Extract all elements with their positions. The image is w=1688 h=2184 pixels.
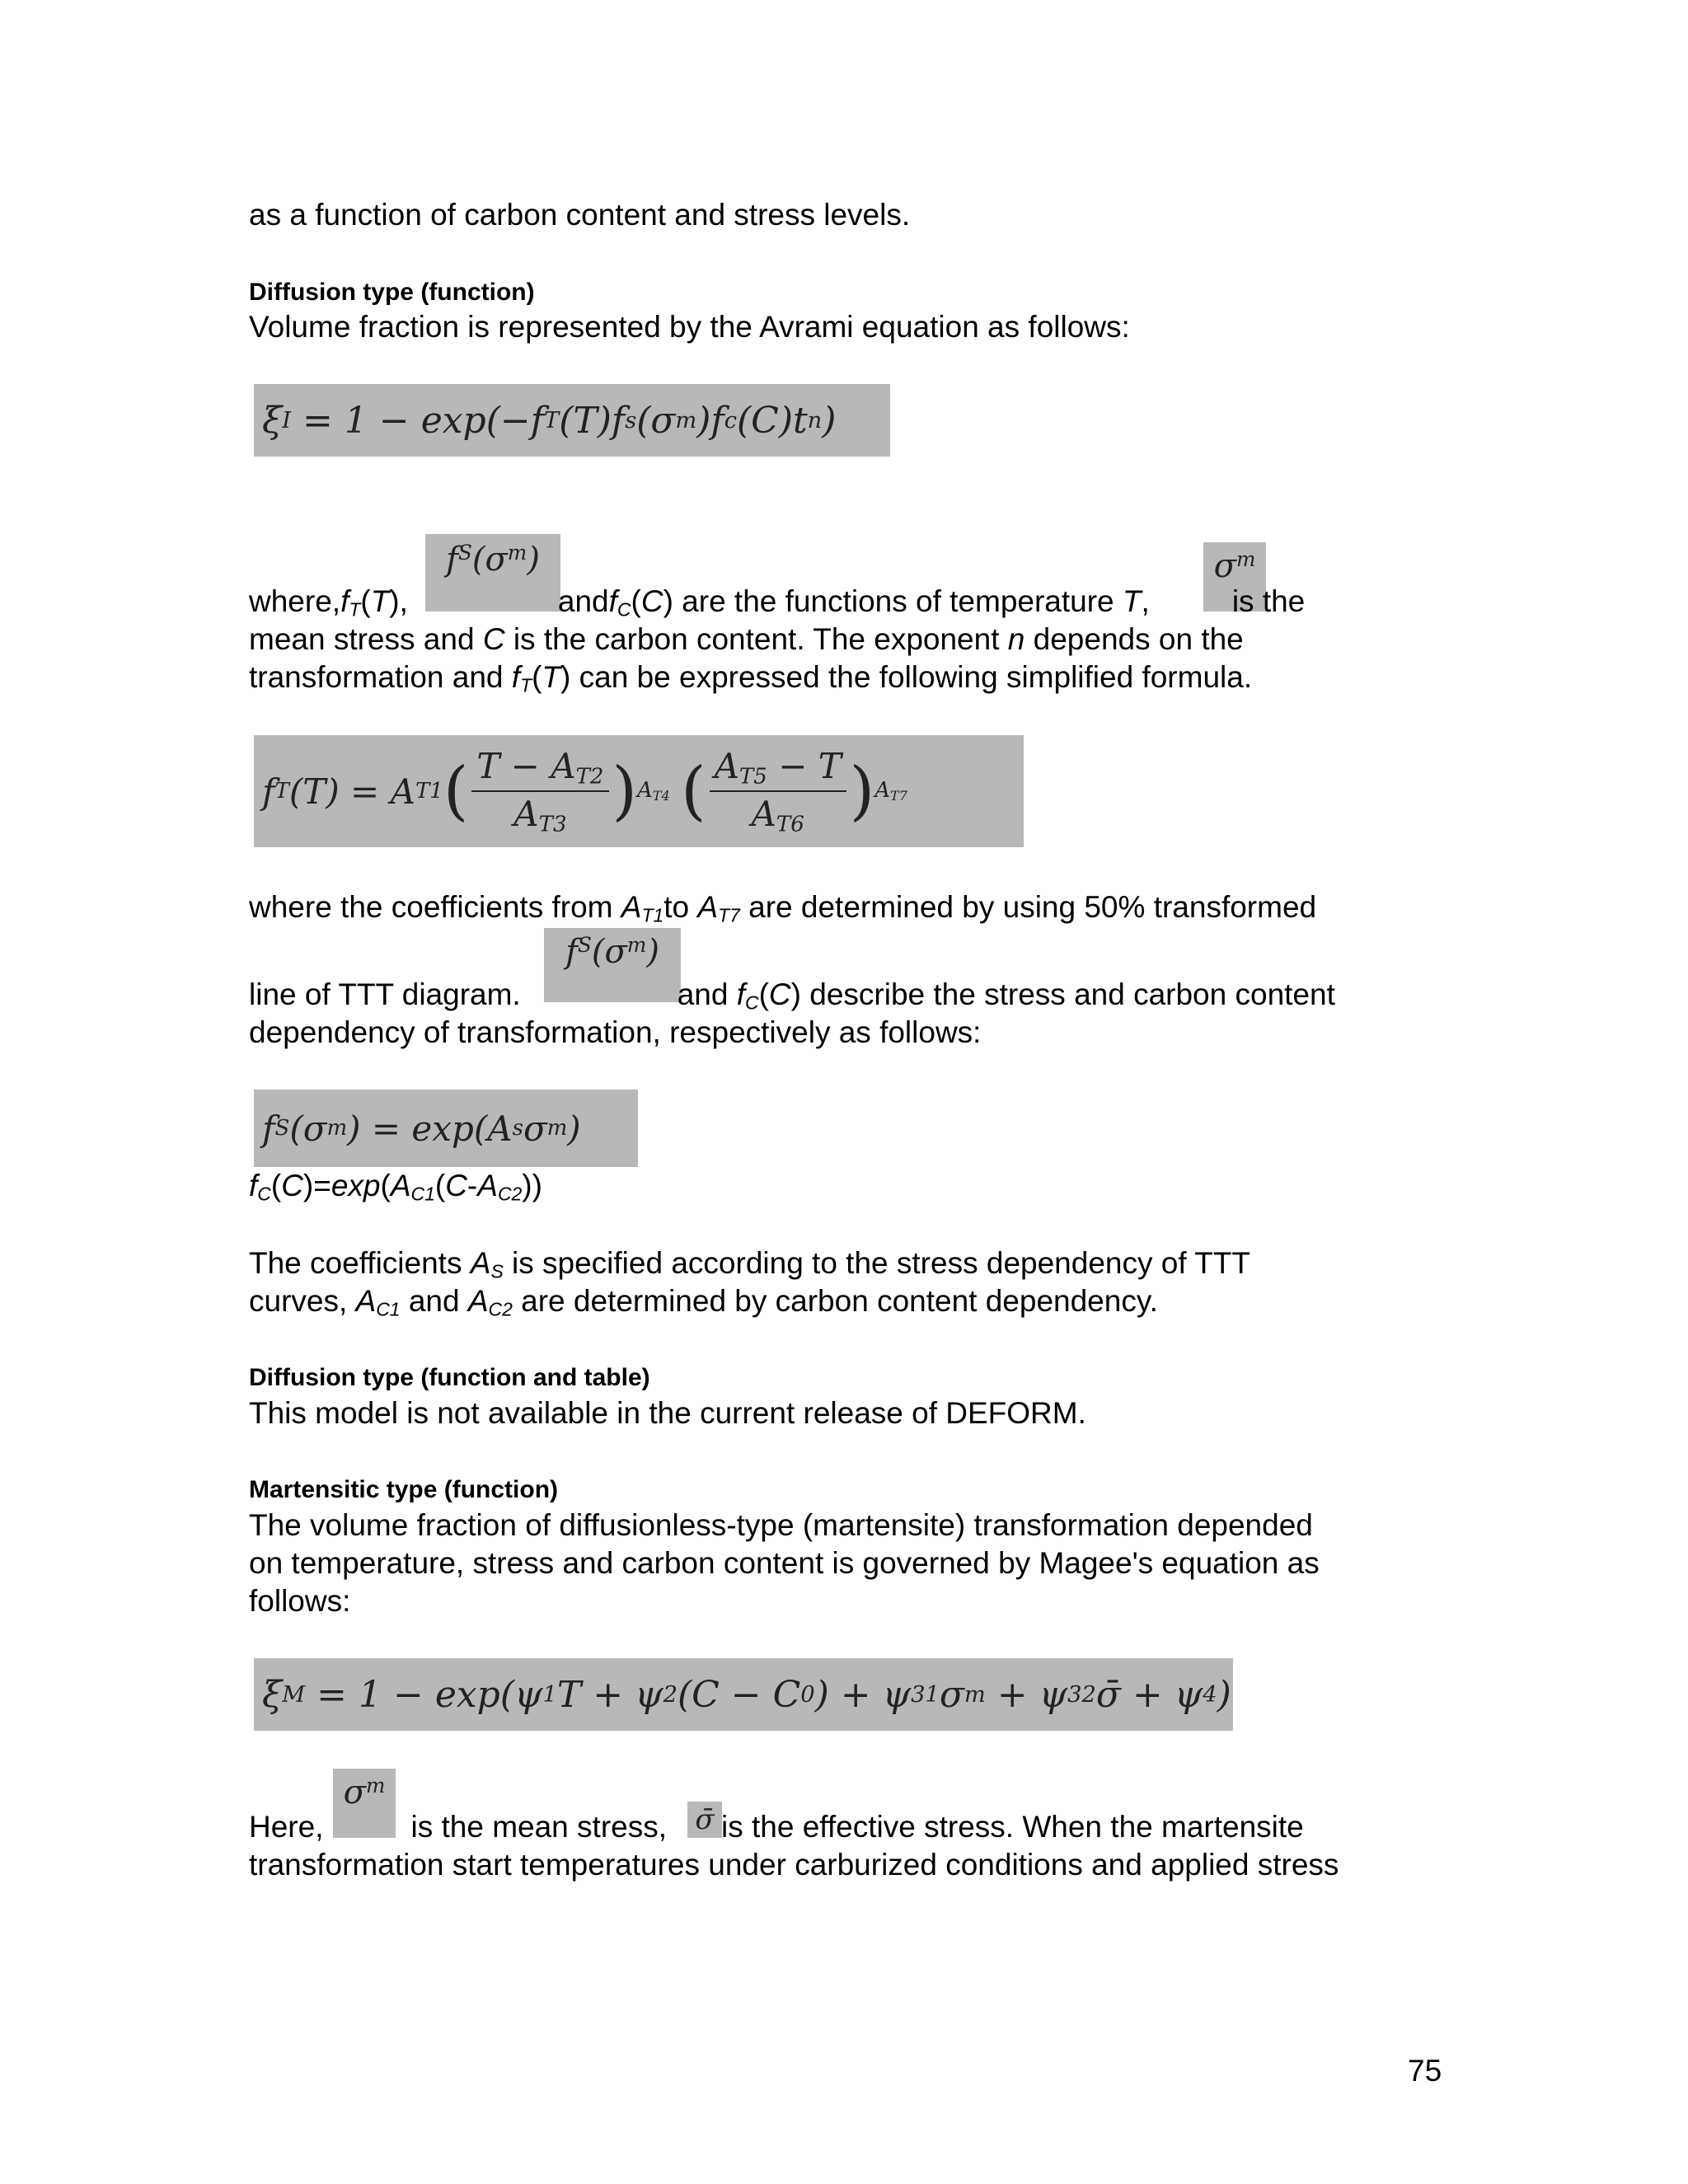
inline-formula-sigma-m-2: σ m xyxy=(333,1769,396,1838)
coeff-desc-line-1: The coefficients $A_S$ is specified according to the stress dependency of TTT xyxy=(249,1246,1251,1282)
equation-fc: $f_C(C)=\exp(A_{C1}(C-A_{C2}))$ xyxy=(249,1169,542,1205)
equation-fs: f S (σ m ) = exp(A s σ m ) xyxy=(254,1090,638,1167)
section-heading-diffusion-function-table: Diffusion type (function and table) xyxy=(249,1364,650,1391)
inline-formula-sigma-bar: σ̄ xyxy=(687,1802,722,1838)
section-heading-diffusion-function: Diffusion type (function) xyxy=(249,279,535,306)
coeff-line-2: line of TTT diagram. and $f_C(C)$ describe the stress and carbon content xyxy=(249,977,1335,1014)
inline-formula-sigma-m: σ m xyxy=(1203,542,1266,612)
intro-text: as a function of carbon content and stress levels. xyxy=(249,198,911,232)
coeff-line-1: where the coefficients from $A_{T1}to$ $A_{T7}$ are determined by using 50% transformed xyxy=(249,890,1317,926)
where-line-3: transformation and $f_T(T)$ can be expressed the following simplified formula. xyxy=(249,660,1253,696)
martensitic-line-2: on temperature, stress and carbon content is governed by Magee's equation as xyxy=(249,1546,1320,1580)
section-text-not-available: This model is not available in the current release of DEFORM. xyxy=(249,1396,1086,1430)
where-line-1: $where,f_T(T)$, andf$_C$(C) are the functions of temperature T, is the xyxy=(249,584,1306,621)
coeff-desc-line-2: curves, $A_{C1}$ and $A_{C2}$ are determined by carbon content dependency. xyxy=(249,1284,1158,1320)
section-lead-text: Volume fraction is represented by the Avrami equation as follows: xyxy=(249,310,1130,344)
here-line-2: transformation start temperatures under carburized conditions and applied stress xyxy=(249,1848,1339,1882)
here-line-1: Here, is the mean stress, is the effective stress. When the martensite xyxy=(249,1810,1304,1844)
page-number: 75 xyxy=(1408,2054,1442,2088)
coeff-line-3: dependency of transformation, respectively as follows: xyxy=(249,1015,982,1049)
martensitic-line-1: The volume fraction of diffusionless-type (martensite) transformation depended xyxy=(249,1508,1313,1542)
equation-magee: ξ M = 1 − exp(ψ 1 T + ψ 2 (C − C 0 ) + ψ 31 σ m + ψ 32 σ̄ + ψ 4 ) xyxy=(254,1658,1233,1731)
equation-avrami: ξ I = 1 − exp(−f T (T)f s (σ m )f c (C)t n ) xyxy=(254,384,890,457)
section-heading-martensitic: Martensitic type (function) xyxy=(249,1476,559,1503)
inline-formula-fs-sigma-2: f S (σ m ) xyxy=(544,928,681,1002)
martensitic-line-3: follows: xyxy=(249,1584,351,1618)
inline-formula-fs-sigma: f S (σ m ) xyxy=(425,534,560,612)
equation-ft: f T (T) = A T1 ( $\frac{T - A_{T2}}{A_{T3}}$ ) $A_{T4}$ ( $\frac{A_{T5} - T}{A_{T6}}$ ) $A_{T7}$ xyxy=(254,735,1024,847)
where-line-2: mean stress and C is the carbon content. The exponent n depends on the xyxy=(249,622,1244,656)
